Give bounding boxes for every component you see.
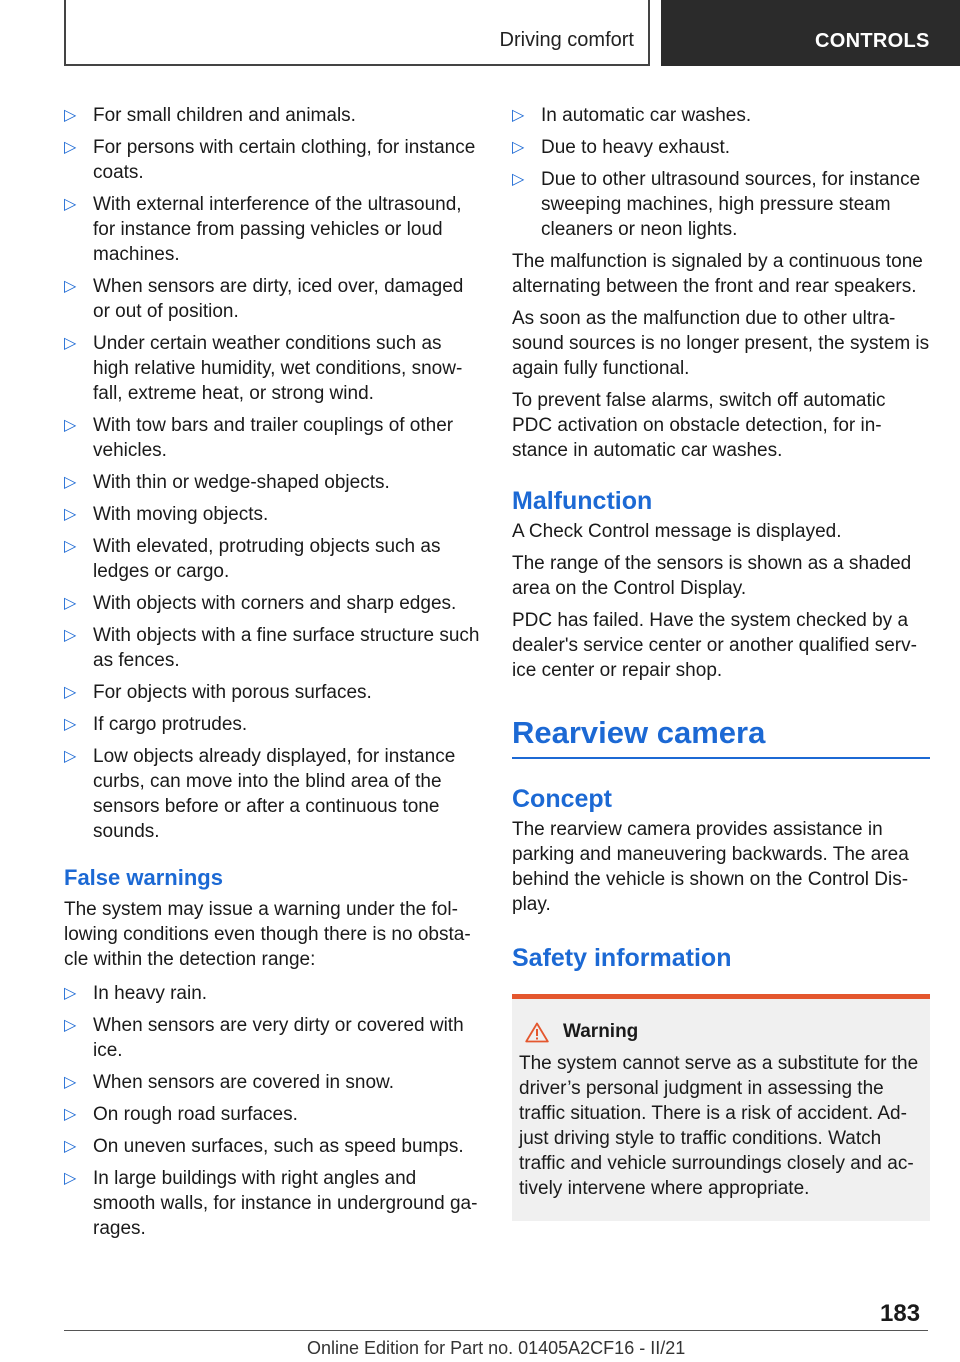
warning-text: The system cannot serve as a substitute for the driver’s personal judgment in assessing the traffic situation. There is a risk of accident. Ad-just driving style to traffic conditions. Watch traffic and vehicle surroundings closely and ac-tively intervene where appropriate. [519,1053,919,1199]
triangle-right-icon: ▷ [64,1138,77,1155]
triangle-right-icon: ▷ [64,716,77,733]
list-item: ▷ On uneven surfaces, such as speed bumps. [64,1136,464,1157]
section-title: Driving comfort [499,29,634,51]
list-item: ▷ When sensors are covered in snow. [64,1072,394,1093]
triangle-right-icon: ▷ [64,748,77,765]
list-item: ▷ In large buildings with right angles and smooth walls, for instance in underground ga-rages. [64,1168,478,1239]
list-item: ▷ For persons with certain clothing, for instance coats. [64,137,476,183]
false-warnings-intro: The system may issue a warning under the fol-lowing conditions even though there is no obsta-cle within the detection range: [64,899,471,970]
triangle-right-icon: ▷ [64,1106,77,1123]
list-item: ▷ With moving objects. [64,504,269,525]
right-column [512,103,930,1221]
warning-title: Warning [563,1021,639,1042]
triangle-right-icon: ▷ [512,139,525,156]
rearview-camera-heading: Rearview camera [512,713,930,759]
list-item: ▷ With external interference of the ultrasound, for instance from passing vehicles or loud machines. [64,194,462,265]
triangle-right-icon: ▷ [64,1170,77,1187]
false-alarm-tip-text: To prevent false alarms, switch off automatic PDC activation on obstacle detection, for in-stance in automatic car washes. [512,390,886,461]
warning-header [525,1021,922,1043]
triangle-right-icon: ▷ [64,506,77,523]
list-item: ▷ In heavy rain. [64,983,208,1004]
left-bullet-list-bottom [64,981,482,1241]
triangle-right-icon: ▷ [64,684,77,701]
list-item: ▷ With objects with a fine surface structure such as fences. [64,625,480,671]
triangle-right-icon: ▷ [64,474,77,491]
false-warnings-heading: False warnings [64,865,223,890]
triangle-right-icon: ▷ [64,1017,77,1034]
left-bullet-list-top [64,103,482,844]
malfunction-text-2: The range of the sensors is shown as a shaded area on the Control Display. [512,553,912,599]
chapter-tab [661,0,960,66]
chapter-title: CONTROLS [815,30,930,52]
triangle-right-icon: ▷ [64,538,77,555]
triangle-right-icon: ▷ [64,1074,77,1091]
warning-triangle-icon [525,1022,549,1043]
triangle-right-icon: ▷ [64,985,77,1002]
safety-information-heading: Safety information [512,944,732,972]
list-item: ▷ With thin or wedge-shaped objects. [64,472,390,493]
list-item: ▷ When sensors are very dirty or covered with ice. [64,1015,464,1061]
list-item: ▷ If cargo protrudes. [64,714,248,735]
edition-footer: Online Edition for Part no. 01405A2CF16 - II/21 [307,1338,686,1358]
concept-heading: Concept [512,785,612,813]
list-item: ▷ On rough road surfaces. [64,1104,298,1125]
malfunction-text-3: PDC has failed. Have the system checked by a dealer's service center or another qualified serv-ice center or repair shop. [512,610,917,681]
list-item: ▷ With elevated, protruding objects such as ledges or cargo. [64,536,441,582]
list-item: ▷ With objects with corners and sharp edges. [64,593,457,614]
triangle-right-icon: ▷ [512,107,525,124]
list-item: ▷ Low objects already displayed, for instance curbs, can move into the blind area of the sensors before or after a continuous tone sounds. [64,746,456,842]
triangle-right-icon: ▷ [512,171,525,188]
triangle-right-icon: ▷ [64,417,77,434]
triangle-right-icon: ▷ [64,196,77,213]
triangle-right-icon: ▷ [64,595,77,612]
malfunction-text-1: A Check Control message is displayed. [512,521,842,542]
triangle-right-icon: ▷ [64,335,77,352]
list-item: ▷ When sensors are dirty, iced over, damaged or out of position. [64,276,464,322]
triangle-right-icon: ▷ [64,139,77,156]
left-column [64,103,482,1248]
list-item: ▷ In automatic car washes. [512,105,752,126]
footer-divider [64,1330,928,1331]
list-item: ▷ With tow bars and trailer couplings of other vehicles. [64,415,454,461]
triangle-right-icon: ▷ [64,107,77,124]
right-bullet-list [512,103,930,242]
header-section-frame [64,0,650,66]
list-item: ▷ Due to heavy exhaust. [512,137,731,158]
list-item: ▷ For objects with porous surfaces. [64,682,372,703]
list-item: ▷ For small children and animals. [64,105,356,126]
triangle-right-icon: ▷ [64,627,77,644]
triangle-right-icon: ▷ [64,278,77,295]
warning-box [512,994,930,1221]
list-item: ▷ Due to other ultrasound sources, for instance sweeping machines, high pressure steam cleaners or neon lights. [512,169,921,240]
list-item: ▷ Under certain weather conditions such as high relative humidity, wet conditions, snow-fall, extreme heat, or strong wind. [64,333,463,404]
page-number: 183 [880,1300,921,1327]
malfunction-signal-text: The malfunction is signaled by a continuous tone alternating between the front and rear speakers. [512,251,923,297]
malfunction-heading: Malfunction [512,487,653,515]
ultrasound-recovery-text: As soon as the malfunction due to other ultra-sound sources is no longer present, the system is again fully functional. [512,308,930,379]
concept-text: The rearview camera provides assistance in parking and maneuvering backwards. The area behind the vehicle is shown on the Control Dis-play. [512,819,909,915]
